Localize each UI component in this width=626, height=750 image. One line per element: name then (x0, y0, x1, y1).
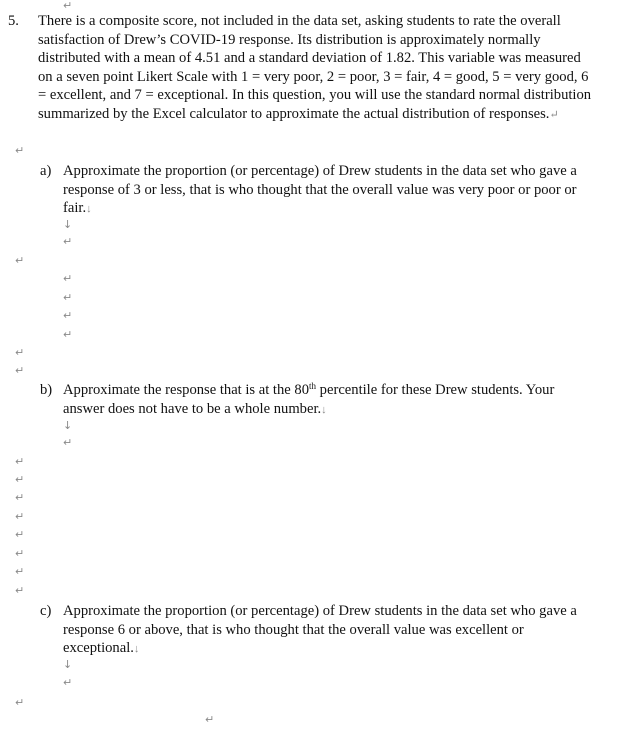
paragraph-mark: ↵ (15, 565, 25, 578)
line-break-mark: ↓ (63, 419, 73, 432)
paragraph-mark: ↵ (15, 473, 25, 486)
question-text: There is a composite score, not included in the data set, asking students to rate the overall satisfaction of Drew’s COVID-19 response. Its distribution is approximately normally distributed with a mean of 4.51 and a standard deviation of 1.82. This variable was measured on a seven point Likert Scale with 1 = very poor, 2 = poor, 3 = fair, 4 = good, 5 = very good, 6 = excellent, and 7 = exceptional. In this question, you will use the standard normal distribution summarized by the Excel calculator to approximate the actual distribution of responses.↵ (38, 13, 592, 122)
paragraph-mark: ↵ (63, 328, 73, 341)
paragraph-mark: ↵ (15, 346, 25, 359)
paragraph-mark: ↵ (63, 676, 73, 689)
question-number: 5. (8, 13, 19, 29)
line-break-mark: ↓ (63, 658, 73, 671)
paragraph-mark: ↵ (63, 291, 73, 304)
paragraph-mark: ↵ (15, 696, 25, 709)
line-break-mark: ↓ (133, 643, 140, 656)
line-break-mark: ↓ (321, 403, 327, 416)
paragraph-mark: ↵ (15, 491, 25, 504)
part-a-text: Approximate the proportion (or percentage) of Drew students in the data set who gave a response of 3 or less, that is who thought that the overall value was very poor or poor or fair.↓ (63, 163, 577, 217)
paragraph-mark: ↵ (15, 584, 25, 597)
part-a-label: a) (40, 163, 52, 179)
paragraph-mark: ↵ (15, 547, 25, 560)
part-c-text: Approximate the proportion (or percentage) of Drew students in the data set who gave a response 6 or above, that is who thought that the overall value was excellent or exceptional.↓ (63, 603, 577, 657)
part-b-label: b) (40, 382, 53, 398)
paragraph-mark: ↵ (63, 235, 73, 248)
paragraph-mark: ↵ (63, 272, 73, 285)
paragraph-mark: ↵ (15, 455, 25, 468)
paragraph-mark: ↵ (15, 254, 25, 267)
paragraph-mark: ↵ (15, 364, 25, 377)
paragraph-mark: ↵ (205, 713, 215, 726)
paragraph-mark: ↵ (15, 528, 25, 541)
paragraph-mark: ↵ (549, 108, 559, 121)
paragraph-mark: ↵ (15, 144, 25, 157)
part-b-text: Approximate the response that is at the 80th percentile for these Drew students. Your answer does not have to be a whole number.↓ (63, 381, 555, 417)
line-break-mark: ↓ (86, 203, 92, 216)
line-break-mark: ↓ (63, 218, 73, 231)
part-c-label: c) (40, 603, 52, 619)
paragraph-mark: ↵ (63, 436, 73, 449)
paragraph-mark: ↵ (63, 0, 73, 12)
paragraph-mark: ↵ (15, 510, 25, 523)
paragraph-mark: ↵ (63, 309, 73, 322)
